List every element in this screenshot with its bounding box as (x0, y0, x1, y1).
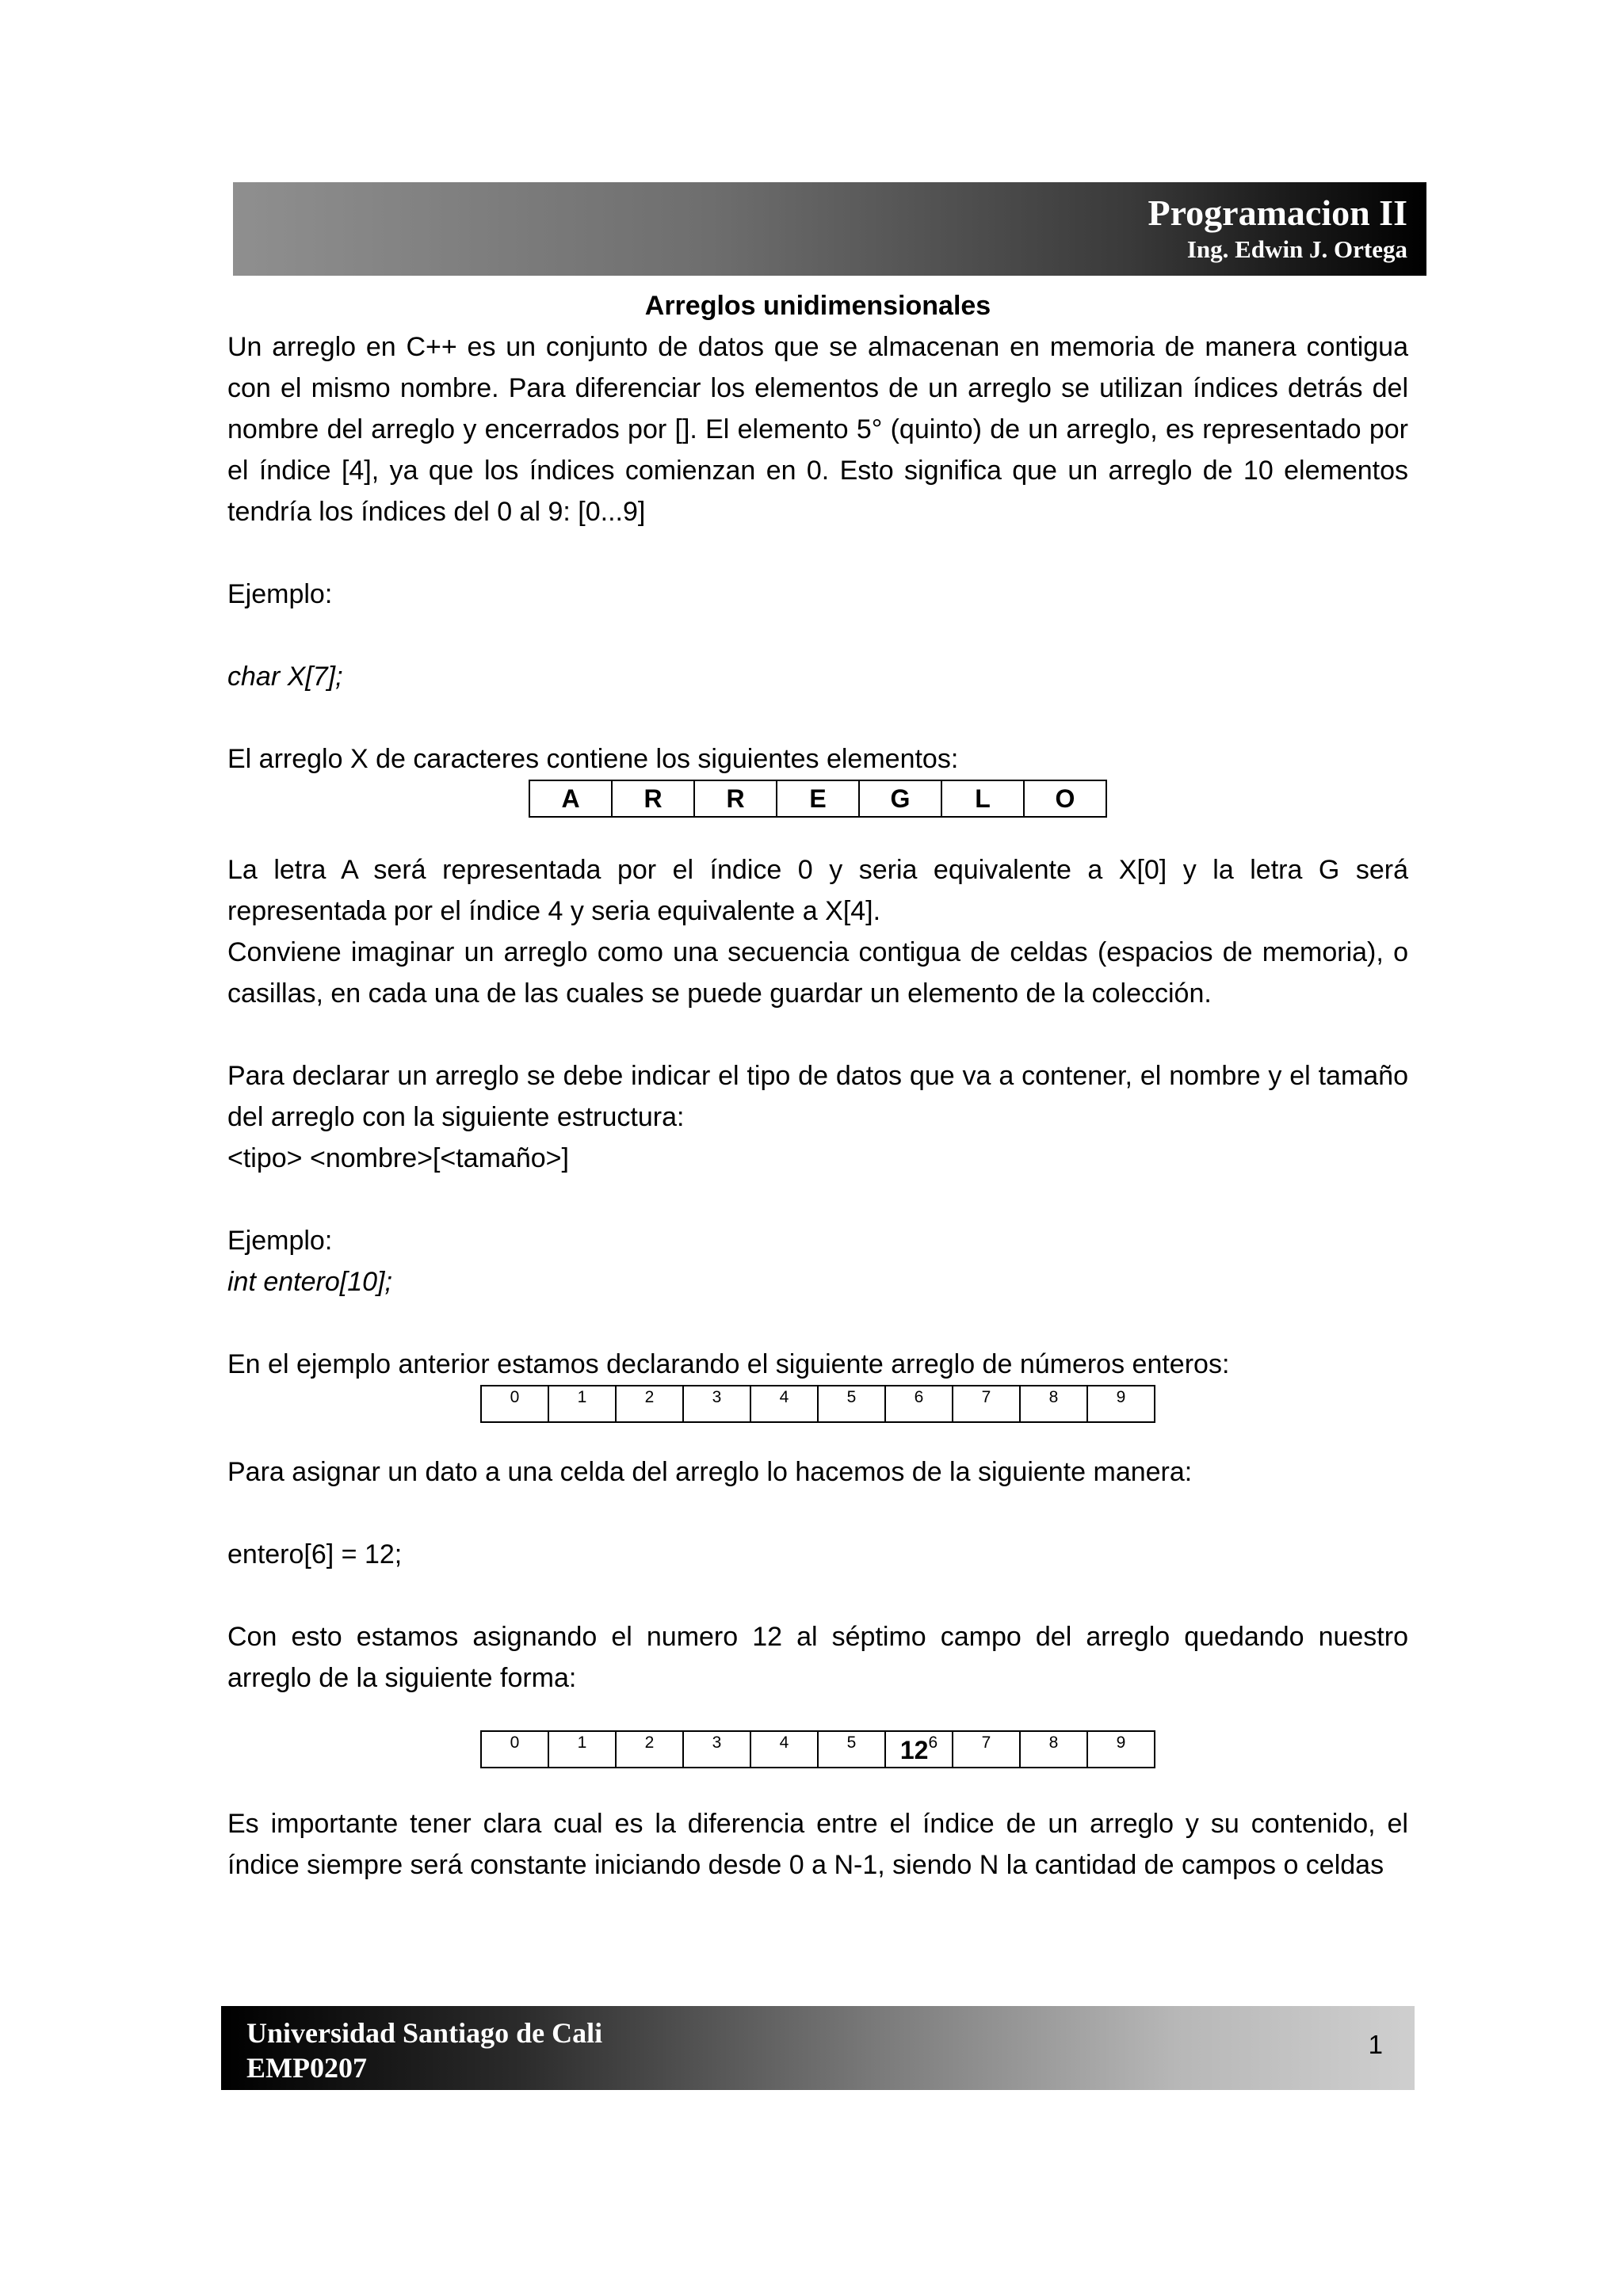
index-vs-content-paragraph: Es importante tener clara cual es la diferencia entre el índice de un arreglo y su contenido, el índice siempre será constante iniciando desde 0 a N-1, siendo N la cantidad de campos o celdas (227, 1809, 1408, 1880)
document-body (227, 285, 1408, 1886)
index-cell: 1 (548, 1730, 617, 1768)
index-cell: 1 (548, 1385, 617, 1423)
index-cell: 5 (817, 1385, 886, 1423)
assigned-value: 12 (899, 1736, 929, 1764)
assignment-description: Para asignar un dato a una celda del arreglo lo hacemos de la siguiente manera: (227, 1457, 1193, 1487)
course-title: Programacion II (1148, 193, 1407, 233)
cell-index: 6 (928, 1733, 938, 1752)
index-cell: 9 (1086, 1730, 1155, 1768)
example-label: Ejemplo: (227, 579, 333, 609)
index-cell: 2 (615, 1730, 684, 1768)
index-cell: 8 (1019, 1385, 1088, 1423)
array-cell: R (693, 780, 777, 818)
page-number: 1 (1368, 2030, 1383, 2059)
assignment-result-description: Con esto estamos asignando el numero 12 al séptimo campo del arreglo quedando nuestro arreglo de la siguiente forma: (227, 1622, 1408, 1693)
array-cell: G (858, 780, 942, 818)
course-code: EMP0207 (246, 2052, 367, 2084)
array-cell: O (1023, 780, 1107, 818)
index-explanation: La letra A será representada por el índice 0 y seria equivalente a X[0] y la letra G será representada por el índice 4 y seria equivalente a X[4]. (227, 855, 1408, 926)
university-name: Universidad Santiago de Cali (246, 2017, 603, 2049)
assigned-array-table (227, 1730, 1408, 1768)
page-footer (221, 2006, 1415, 2090)
index-cell: 0 (480, 1385, 549, 1423)
author-name: Ing. Edwin J. Ortega (1186, 235, 1407, 263)
array-cell: A (529, 780, 613, 818)
int-array-description: En el ejemplo anterior estamos declarando el siguiente arreglo de números enteros: (227, 1349, 1230, 1379)
array-cell: R (611, 780, 695, 818)
code-assignment: entero[6] = 12; (227, 1539, 403, 1569)
array-x-description: El arreglo X de caracteres contiene los siguientes elementos: (227, 744, 959, 774)
index-cell: 7 (952, 1730, 1021, 1768)
index-cell: 5 (817, 1730, 886, 1768)
index-cell: 4 (750, 1385, 819, 1423)
declaration-syntax: <tipo> <nombre>[<tamaño>] (227, 1143, 569, 1173)
code-char-array: char X[7]; (227, 662, 343, 692)
index-cell: 8 (1019, 1730, 1088, 1768)
page-header (233, 182, 1426, 276)
intro-paragraph: Un arreglo en C++ es un conjunto de datos que se almacenan en memoria de manera contigua con el mismo nombre. Para diferenciar los elementos de un arreglo se utilizan índices detrás del nombre del arreglo y encerrados por []. El elemento 5° (quinto) de un arreglo, es representado por el índice [4], ya que los índices comienzan en 0. Esto significa que un arreglo de 10 elementos tendría los índices del 0 al 9: [0...9] (227, 332, 1408, 527)
cells-explanation: Conviene imaginar un arreglo como una secuencia contigua de celdas (espacios de memoria), o casillas, en cada una de las cuales se puede guardar un elemento de la colección. (227, 937, 1408, 1009)
char-array-table (227, 780, 1408, 818)
code-int-array: int entero[10]; (227, 1267, 392, 1297)
declaration-explanation: Para declarar un arreglo se debe indicar el tipo de datos que va a contener, el nombre y el tamaño del arreglo con la siguiente estructura: (227, 1061, 1408, 1132)
int-array-table (227, 1385, 1408, 1423)
index-cell: 6 (884, 1385, 953, 1423)
index-cell: 3 (682, 1385, 751, 1423)
example-label: Ejemplo: (227, 1226, 333, 1256)
section-title: Arreglos unidimensionales (644, 291, 991, 321)
index-cell: 2 (615, 1385, 684, 1423)
index-cell: 9 (1086, 1385, 1155, 1423)
index-cell: 0 (480, 1730, 549, 1768)
array-cell: L (941, 780, 1025, 818)
assigned-cell (884, 1730, 953, 1768)
index-cell: 7 (952, 1385, 1021, 1423)
index-cell: 3 (682, 1730, 751, 1768)
index-cell: 4 (750, 1730, 819, 1768)
array-cell: E (776, 780, 860, 818)
